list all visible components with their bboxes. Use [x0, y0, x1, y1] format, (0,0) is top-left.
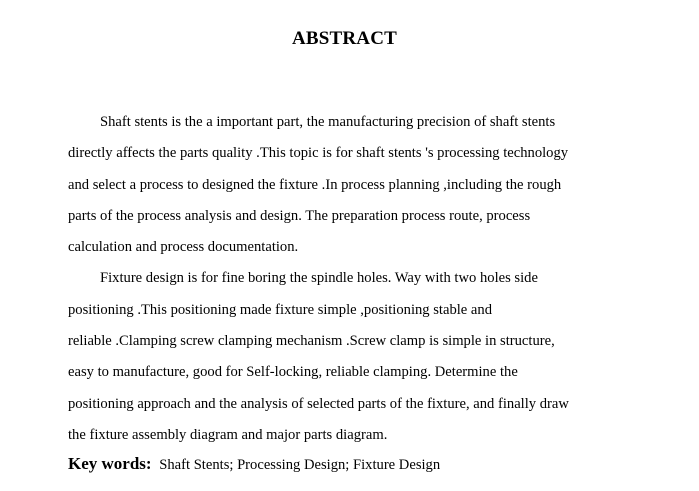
- paragraph-2-line-6: the fixture assembly diagram and major parts diagram.: [68, 426, 388, 443]
- paragraph-2-line-2: positioning .This positioning made fixture simple ,positioning stable and: [68, 301, 492, 318]
- paragraph-1-line-5: calculation and process documentation.: [68, 239, 299, 256]
- abstract-title: ABSTRACT: [291, 28, 398, 49]
- paragraph-2-line-4: easy to manufacture, good for Self-locking, reliable clamping. Determine the: [68, 364, 518, 381]
- paragraph-2-line-1: Fixture design is for fine boring the spindle holes. Way with two holes side: [100, 270, 538, 287]
- paragraph-1-line-2: directly affects the parts quality .This topic is for shaft stents 's processing technology: [68, 145, 569, 162]
- keywords-value: Shaft Stents; Processing Design; Fixture Design: [159, 457, 441, 473]
- keywords-line: [68, 454, 440, 474]
- abstract-body: [68, 107, 668, 451]
- paragraph-2-line-5: positioning approach and the analysis of selected parts of the fixture, and finally draw: [68, 395, 569, 412]
- paragraph-2-line-3: reliable .Clamping screw clamping mechanism .Screw clamp is simple in structure,: [68, 333, 555, 350]
- paragraph-1-line-3: and select a process to designed the fixture .In process planning ,including the rough: [68, 176, 562, 193]
- paragraph-1-line-1: Shaft stents is the a important part, the manufacturing precision of shaft stents: [100, 114, 556, 130]
- keywords-label: Key words:: [68, 454, 152, 473]
- paragraph-1-line-4: parts of the process analysis and design. The preparation process route, process: [68, 207, 531, 224]
